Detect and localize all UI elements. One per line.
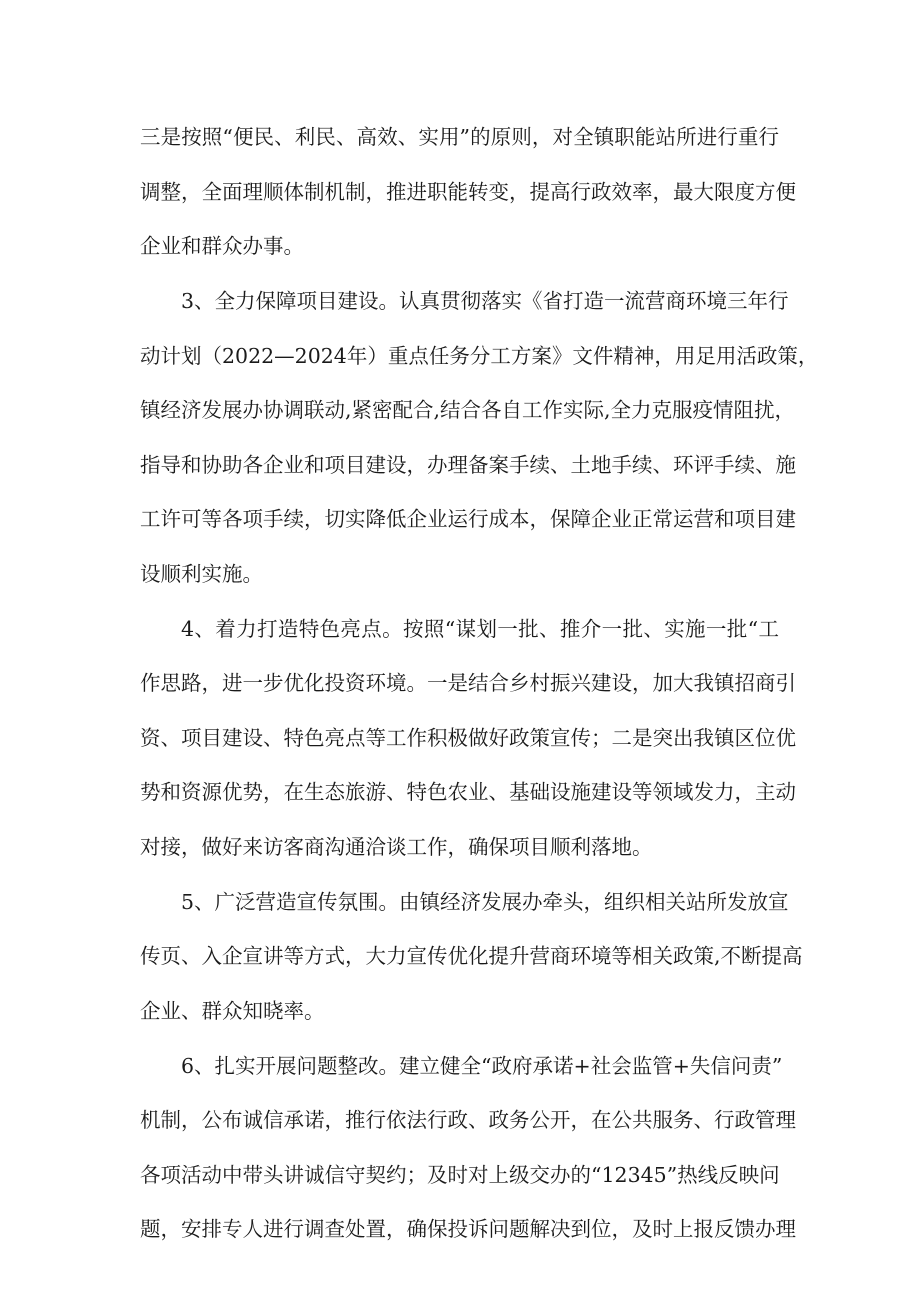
text-line: 势和资源优势，在生态旅游、特色农业、基础设施建设等领域发力，主动 [140, 780, 796, 804]
text-line: 6、扎实开展问题整改。建立健全“政府承诺+社会监管+失信问责” [181, 1054, 783, 1078]
text-line: 题，安排专人进行调查处置，确保投诉问题解决到位，及时上报反馈办理 [140, 1217, 796, 1241]
text-line: 设顺利实施。 [140, 562, 263, 586]
text-line: 调整，全面理顺体制机制，推进职能转变，提高行政效率，最大限度方便 [140, 180, 796, 204]
text-line: 企业、群众知晓率。 [140, 999, 325, 1023]
text-line: 4、着力打造特色亮点。按照“谋划一批、推介一批、实施一批“工 [181, 617, 779, 641]
text-line: 3、全力保障项目建设。认真贯彻落实《省打造一流营商环境三年行 [181, 289, 789, 313]
text-line: 动计划（2022—2024年）重点任务分工方案》文件精神，用足用活政策， [140, 344, 819, 368]
text-line: 作思路，进一步优化投资环境。一是结合乡村振兴建设，加大我镇招商引 [140, 671, 796, 695]
text-line: 对接，做好来访客商沟通洽谈工作，确保项目顺利落地。 [140, 835, 653, 859]
text-line: 三是按照“便民、利民、高效、实用”的原则，对全镇职能站所进行重行 [140, 125, 779, 149]
text-line: 机制，公布诚信承诺，推行依法行政、政务公开，在公共服务、行政管理 [140, 1108, 796, 1132]
text-line: 企业和群众办事。 [140, 234, 304, 258]
text-line: 传页、入企宣讲等方式，大力宣传优化提升营商环境等相关政策,不断提高 [140, 944, 803, 968]
text-line: 各项活动中带头讲诚信守契约；及时对上级交办的“12345”热线反映问 [140, 1163, 780, 1187]
text-line: 工许可等各项手续，切实降低企业运行成本，保障企业正常运营和项目建 [140, 507, 796, 531]
text-line: 5、广泛营造宣传氛围。由镇经济发展办牵头，组织相关站所发放宣 [181, 890, 789, 914]
text-line: 镇经济发展办协调联动,紧密配合,结合各自工作实际,全力克服疫情阻扰， [140, 398, 796, 422]
text-line: 指导和协助各企业和项目建设，办理备案手续、土地手续、环评手续、施 [140, 453, 796, 477]
text-line: 资、项目建设、特色亮点等工作积极做好政策宣传；二是突出我镇区位优 [140, 726, 796, 750]
